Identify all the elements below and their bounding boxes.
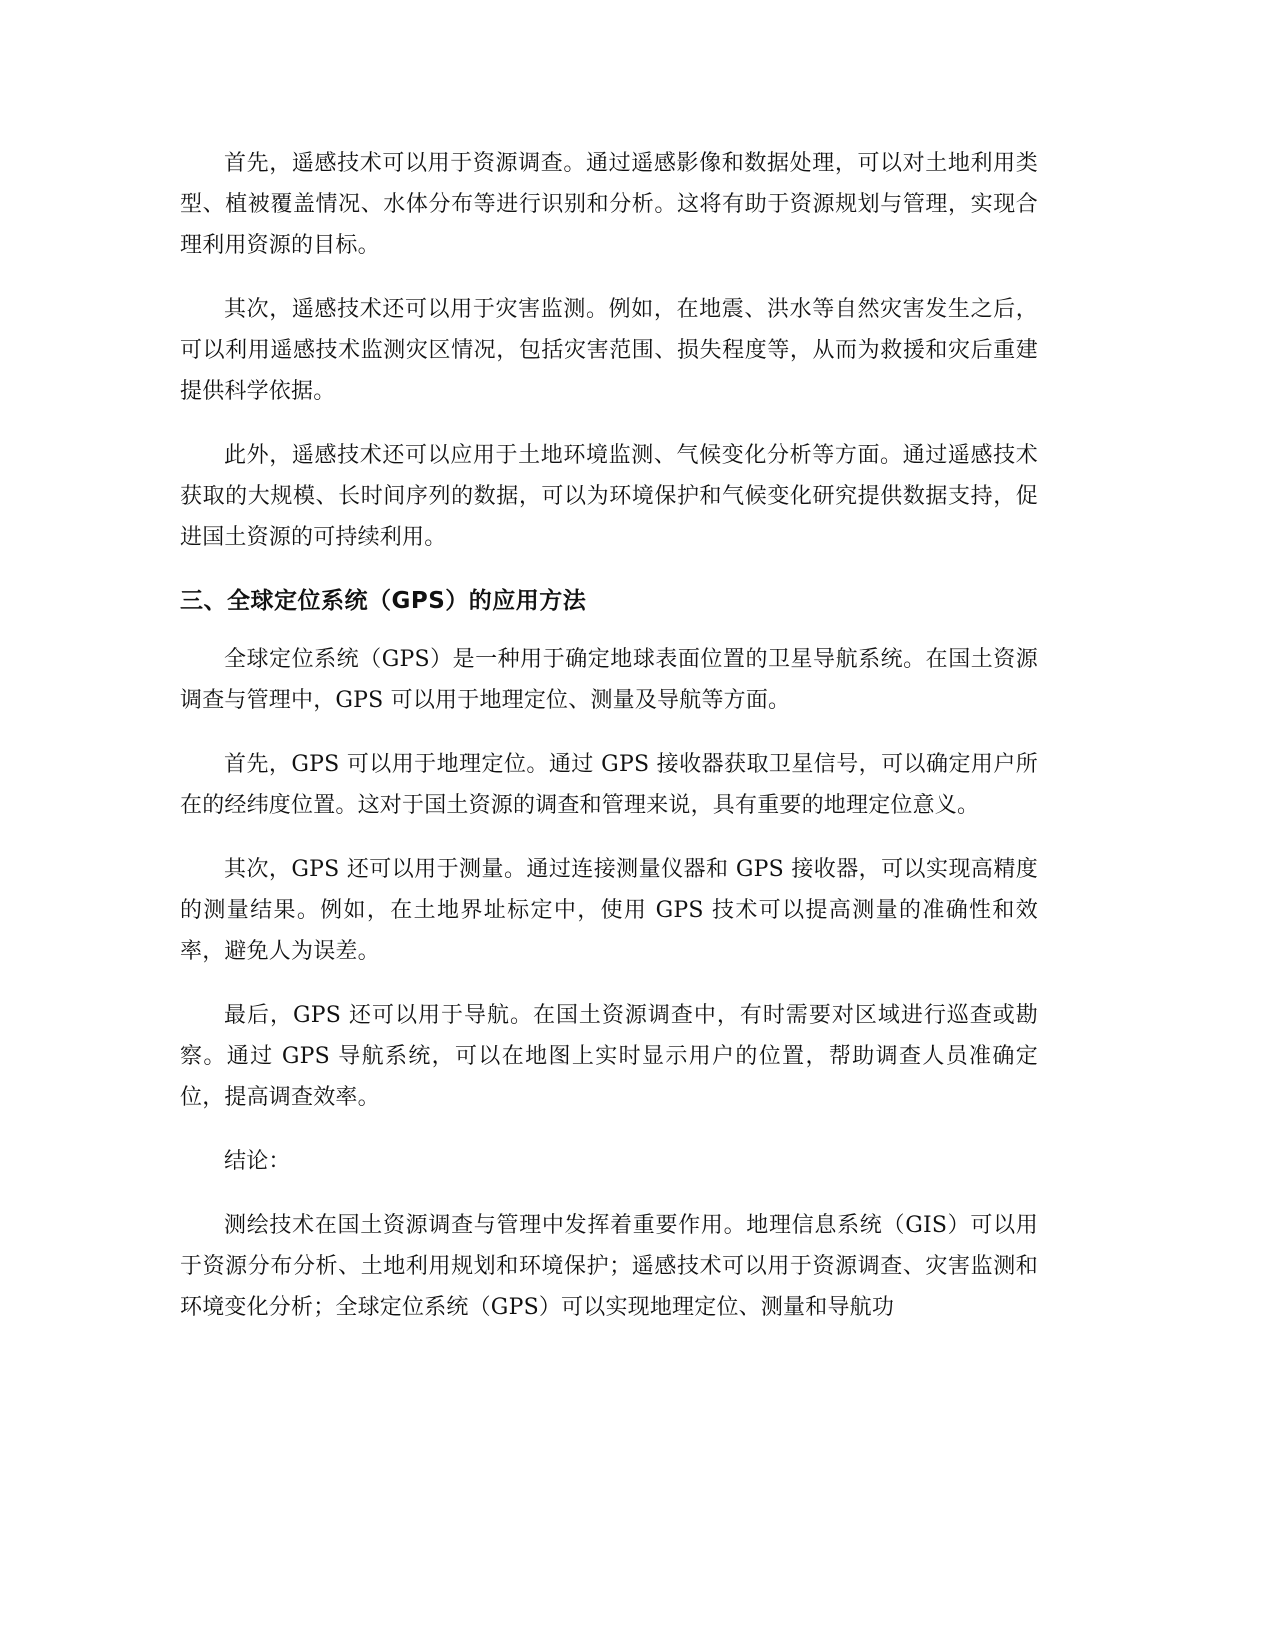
paragraph-rs-environment-monitoring: 此外，遥感技术还可以应用于土地环境监测、气候变化分析等方面。通过遥感技术获取的大规模、长时间序列的数据，可以为环境保护和气候变化研究提供数据支持，促进国土资源的可持续利用。 bbox=[180, 443, 1038, 550]
conclusion-label: 结论： bbox=[224, 1149, 291, 1174]
document-body bbox=[180, 143, 1038, 1351]
section-heading-gps: 三、全球定位系统（GPS）的应用方法 bbox=[180, 588, 587, 614]
paragraph-gps-measurement: 其次，GPS 还可以用于测量。通过连接测量仪器和 GPS 接收器，可以实现高精度的测量结果。例如，在土地界址标定中，使用 GPS 技术可以提高测量的准确性和效率，避免人为误差。 bbox=[180, 857, 1038, 964]
conclusion-paragraph: 测绘技术在国土资源调查与管理中发挥着重要作用。地理信息系统（GIS）可以用于资源分布分析、土地利用规划和环境保护；遥感技术可以用于资源调查、灾害监测和环境变化分析；全球定位系统（GPS）可以实现地理定位、测量和导航功 bbox=[180, 1213, 1038, 1320]
paragraph-rs-resource-survey: 首先，遥感技术可以用于资源调查。通过遥感影像和数据处理，可以对土地利用类型、植被覆盖情况、水体分布等进行识别和分析。这将有助于资源规划与管理，实现合理利用资源的目标。 bbox=[180, 151, 1038, 258]
paragraph-gps-navigation: 最后，GPS 还可以用于导航。在国土资源调查中，有时需要对区域进行巡查或勘察。通过 GPS 导航系统，可以在地图上实时显示用户的位置，帮助调查人员准确定位，提高调查效率。 bbox=[180, 1003, 1038, 1110]
paragraph-rs-disaster-monitoring: 其次，遥感技术还可以用于灾害监测。例如，在地震、洪水等自然灾害发生之后，可以利用遥感技术监测灾区情况，包括灾害范围、损失程度等，从而为救援和灾后重建提供科学依据。 bbox=[180, 297, 1038, 404]
paragraph-gps-intro: 全球定位系统（GPS）是一种用于确定地球表面位置的卫星导航系统。在国土资源调查与管理中，GPS 可以用于地理定位、测量及导航等方面。 bbox=[180, 647, 1038, 713]
paragraph-gps-positioning: 首先，GPS 可以用于地理定位。通过 GPS 接收器获取卫星信号，可以确定用户所在的经纬度位置。这对于国土资源的调查和管理来说，具有重要的地理定位意义。 bbox=[180, 752, 1038, 818]
